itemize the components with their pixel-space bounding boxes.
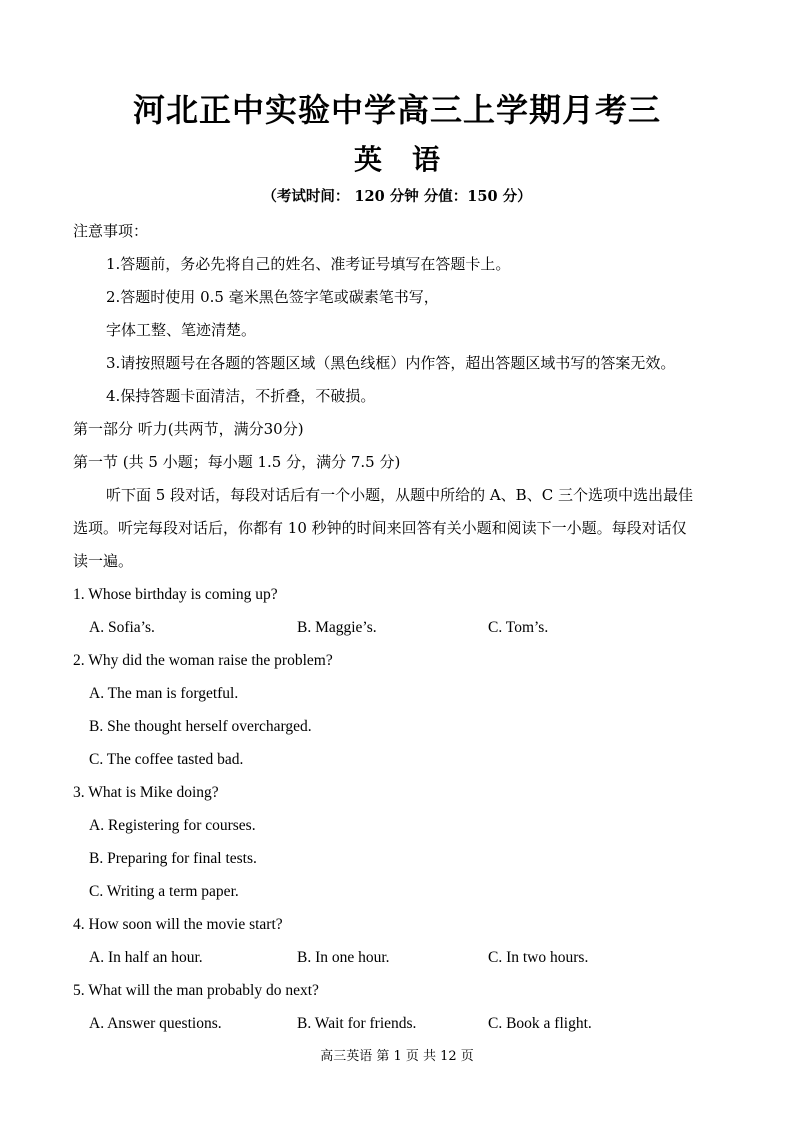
note-item: 1.答题前，务必先将自己的姓名、准考证号填写在答题卡上。 — [106, 255, 511, 273]
question-stem: 2. Why did the woman raise the problem? — [73, 652, 333, 669]
option-c: C. Tom’s. — [488, 619, 549, 636]
option-a: A. In half an hour. — [89, 949, 203, 966]
part-heading: 第一部分 听力(共两节，满分30分) — [73, 420, 304, 438]
option-c: C. Book a flight. — [488, 1015, 592, 1032]
option-c: C. In two hours. — [488, 949, 589, 966]
subject-title: 英语 — [353, 143, 470, 176]
note-item: 3.请按照题号在各题的答题区域（黑色线框）内作答，超出答题区域书写的答案无效。 — [106, 354, 676, 372]
instruction-line: 选项。听完每段对话后，你都有 10 秒钟的时间来回答有关小题和阅读下一小题。每段对话仅 — [73, 519, 687, 537]
note-item: 4.保持答题卡面清洁，不折叠，不破损。 — [106, 387, 376, 405]
question-stem: 1. Whose birthday is coming up? — [73, 586, 278, 603]
notes-heading: 注意事项： — [73, 222, 149, 240]
option-a: A. The man is forgetful. — [89, 685, 239, 702]
note-item: 字体工整、笔迹清楚。 — [106, 321, 257, 339]
option-a: A. Registering for courses. — [89, 817, 256, 834]
note-item: 2.答题时使用 0.5 毫米黑色签字笔或碳素笔书写， — [106, 288, 439, 306]
option-b: B. In one hour. — [297, 949, 390, 966]
option-c: C. Writing a term paper. — [89, 883, 239, 900]
section-heading: 第一节 (共 5 小题；每小题 1.5 分，满分 7.5 分) — [73, 453, 401, 471]
option-b: B. She thought herself overcharged. — [89, 718, 312, 735]
page-title: 河北正中实验中学高三上学期月考三 — [132, 91, 661, 129]
option-b: B. Wait for friends. — [297, 1015, 417, 1032]
option-a: A. Sofia’s. — [89, 619, 155, 636]
exam-info: （考试时间： 120 分钟 分值：150 分） — [262, 188, 532, 205]
page-footer: 高三英语 第 1 页 共 12 页 — [320, 1049, 474, 1064]
option-b: B. Maggie’s. — [297, 619, 377, 636]
question-stem: 4. How soon will the movie start? — [73, 916, 283, 933]
option-a: A. Answer questions. — [89, 1015, 222, 1032]
instruction-line: 读一遍。 — [73, 552, 134, 570]
option-c: C. The coffee tasted bad. — [89, 751, 244, 768]
question-stem: 5. What will the man probably do next? — [73, 982, 319, 999]
option-b: B. Preparing for final tests. — [89, 850, 257, 867]
question-stem: 3. What is Mike doing? — [73, 784, 219, 801]
instruction-line: 听下面 5 段对话，每段对话后有一个小题，从题中所给的 A、B、C 三个选项中选出最佳 — [106, 486, 693, 504]
